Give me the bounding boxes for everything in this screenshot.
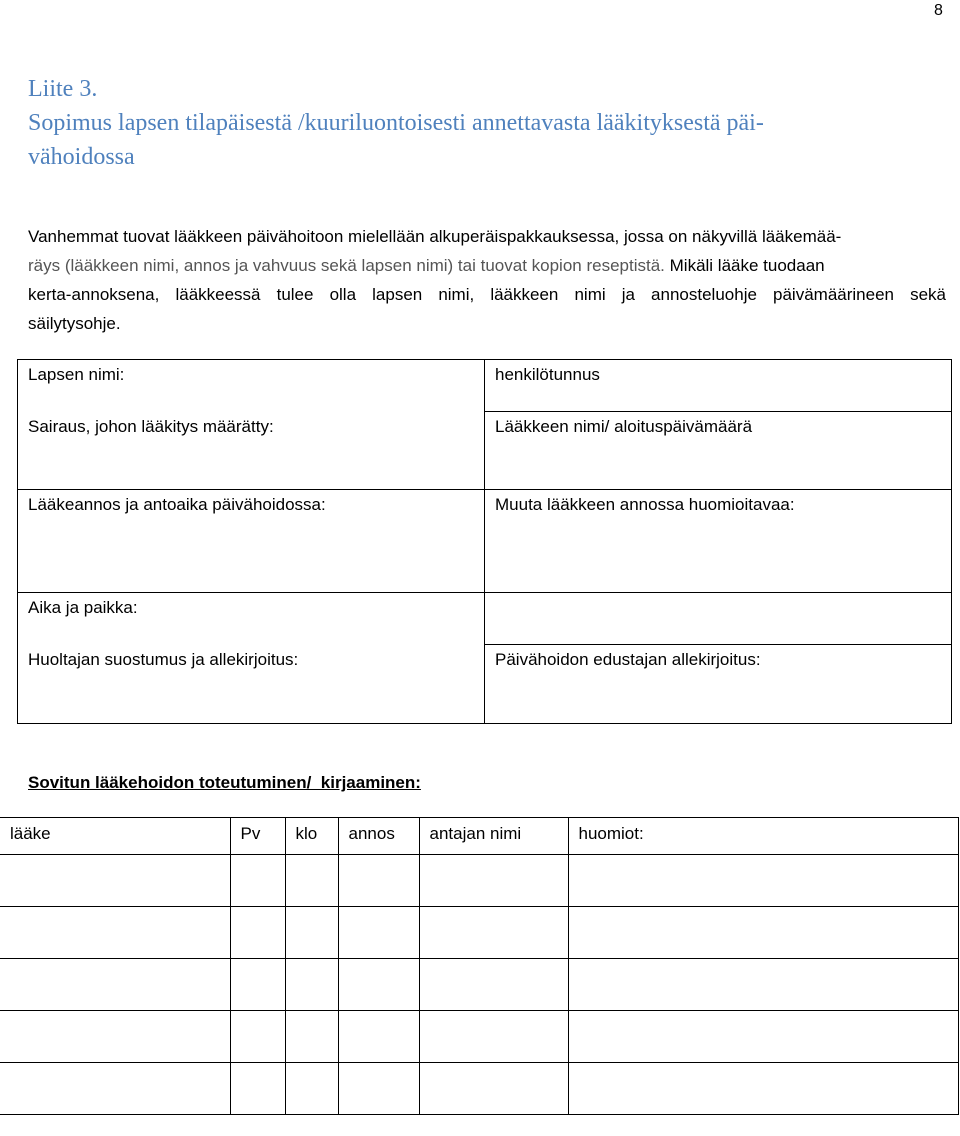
dose-time-field[interactable]	[18, 490, 485, 593]
intro-line-2-part-b: Mikäli lääke tuodaan	[669, 256, 825, 275]
ssn-field[interactable]	[485, 360, 952, 412]
column-header-giver-name: antajan nimi	[419, 818, 568, 855]
table-cell[interactable]	[419, 959, 568, 1011]
table-cell[interactable]	[568, 959, 958, 1011]
table-row	[0, 959, 958, 1011]
table-cell[interactable]	[0, 855, 230, 907]
medicine-start-field[interactable]	[485, 412, 952, 490]
table-cell[interactable]	[285, 855, 338, 907]
table-cell[interactable]	[230, 1011, 285, 1063]
log-section-heading: Sovitun lääkehoidon toteutuminen/ kirjaaminen:	[28, 773, 421, 792]
table-row	[0, 1063, 958, 1115]
intro-paragraph	[28, 222, 946, 338]
column-header-medicine: lääke	[0, 818, 230, 855]
table-cell[interactable]	[338, 1063, 419, 1115]
table-cell[interactable]	[230, 1063, 285, 1115]
table-cell[interactable]	[338, 855, 419, 907]
table-cell[interactable]	[419, 907, 568, 959]
column-header-time: klo	[285, 818, 338, 855]
table-cell[interactable]	[419, 855, 568, 907]
illness-field[interactable]	[18, 412, 485, 490]
time-place-field[interactable]	[18, 593, 485, 645]
title-line-1: Sopimus lapsen tilapäisestä /kuuriluontoisesti annettavasta lääkityksestä päi-	[28, 110, 764, 136]
daycare-rep-label: Päivähoidon edustajan allekirjoitus:	[495, 650, 761, 669]
document-title	[28, 72, 928, 174]
other-notes-label: Muuta lääkkeen annossa huomioitavaa:	[495, 495, 795, 514]
guardian-label: Huoltajan suostumus ja allekirjoitus:	[28, 649, 299, 669]
intro-line-3: kerta-annoksena, lääkkeessä tulee olla lapsen nimi, lääkkeen nimi ja annosteluohje päivämäärineen sekä	[28, 285, 946, 304]
title-appendix: Liite 3.	[28, 76, 98, 102]
table-cell[interactable]	[0, 907, 230, 959]
child-name-label: Lapsen nimi:	[28, 365, 125, 384]
child-name-field[interactable]	[18, 360, 485, 412]
other-notes-field[interactable]	[485, 490, 952, 593]
table-cell[interactable]	[338, 907, 419, 959]
title-line-2: vähoidossa	[28, 144, 135, 170]
table-cell[interactable]	[419, 1063, 568, 1115]
intro-line-2	[28, 251, 946, 280]
table-cell[interactable]	[419, 1011, 568, 1063]
table-cell[interactable]	[285, 959, 338, 1011]
table-cell[interactable]	[0, 1011, 230, 1063]
log-header-row	[0, 818, 958, 855]
medicine-start-label: Lääkkeen nimi/ aloituspäivämäärä	[495, 417, 753, 436]
table-cell[interactable]	[0, 1063, 230, 1115]
table-row	[0, 855, 958, 907]
ssn-label: henkilötunnus	[495, 365, 600, 384]
medication-log-table	[0, 817, 959, 1115]
column-header-dose: annos	[338, 818, 419, 855]
daycare-rep-signature-field[interactable]	[485, 645, 952, 724]
table-cell[interactable]	[285, 1011, 338, 1063]
column-header-day: Pv	[230, 818, 285, 855]
intro-line-4: säilytysohje.	[28, 314, 121, 333]
table-cell[interactable]	[230, 959, 285, 1011]
table-cell[interactable]	[568, 855, 958, 907]
column-header-notes: huomiot:	[568, 818, 958, 855]
intro-line-2-part-a: räys (lääkkeen nimi, annos ja vahvuus sekä lapsen nimi) tai tuovat kopion reseptistä.	[28, 256, 665, 275]
table-cell[interactable]	[338, 1011, 419, 1063]
intro-line-1: Vanhemmat tuovat lääkkeen päivähoitoon mielellään alkuperäispakkauksessa, jossa on näkyvillä lääkemää-	[28, 227, 842, 246]
illness-label: Sairaus, johon lääkitys määrätty:	[28, 416, 274, 436]
table-cell[interactable]	[230, 855, 285, 907]
table-row	[0, 1011, 958, 1063]
table-cell[interactable]	[568, 907, 958, 959]
table-cell[interactable]	[0, 959, 230, 1011]
dose-time-label: Lääkeannos ja antoaika päivähoidossa:	[28, 495, 326, 514]
page-number: 8	[934, 2, 943, 19]
table-row	[0, 907, 958, 959]
blank-cell[interactable]	[485, 593, 952, 645]
table-cell[interactable]	[338, 959, 419, 1011]
medication-agreement-form	[17, 359, 952, 724]
table-cell[interactable]	[285, 907, 338, 959]
time-place-label: Aika ja paikka:	[28, 598, 138, 617]
guardian-signature-field[interactable]	[18, 645, 485, 724]
table-cell[interactable]	[285, 1063, 338, 1115]
table-cell[interactable]	[568, 1063, 958, 1115]
table-cell[interactable]	[230, 907, 285, 959]
table-cell[interactable]	[568, 1011, 958, 1063]
